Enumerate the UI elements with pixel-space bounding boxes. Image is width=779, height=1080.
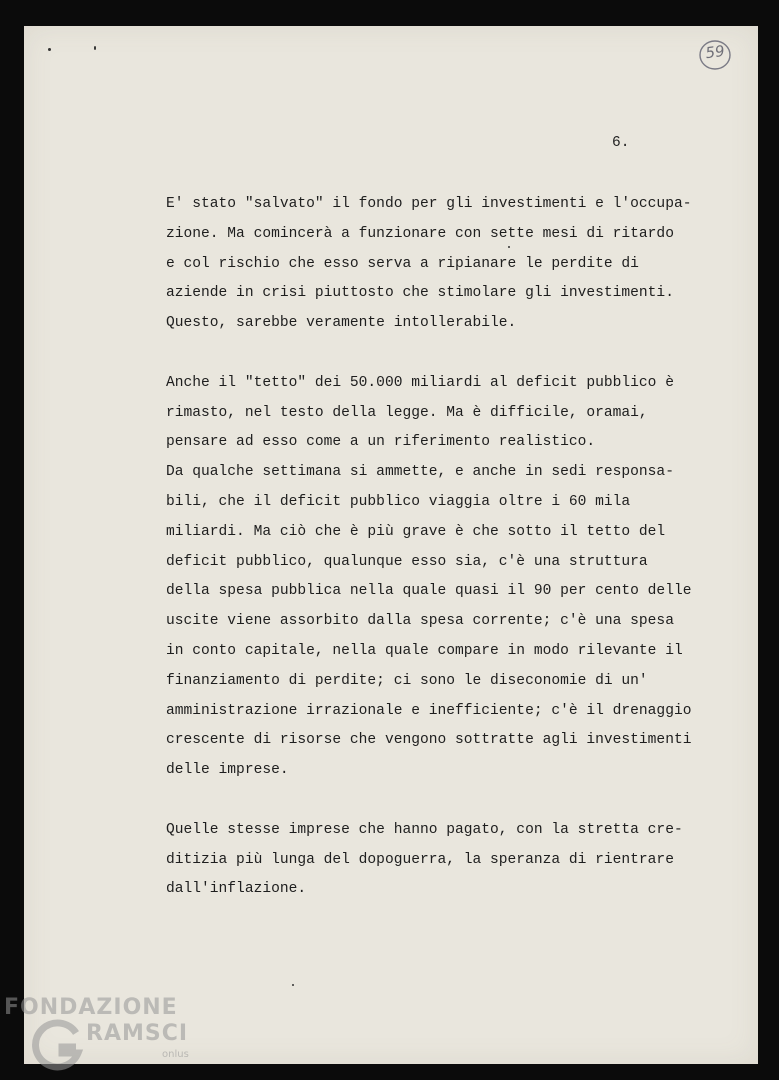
paragraph: [166, 816, 726, 905]
text-line: della spesa pubblica nella quale quasi il 90 per cento delle: [166, 583, 692, 600]
fondazione-gramsci-watermark: [4, 993, 204, 1073]
text-line: deficit pubblico, qualunque esso sia, c'è una struttura: [166, 553, 648, 570]
text-line: E' stato "salvato" il fondo per gli investimenti e l'occupa-: [166, 196, 692, 212]
archive-folio-stamp: [698, 38, 732, 72]
text-line: delle imprese.: [166, 762, 289, 779]
watermark-line1: FONDAZIONE: [4, 995, 178, 1020]
page-number: 6.: [612, 135, 630, 151]
text-line: e col rischio che esso serva a ripianare le perdite di: [166, 255, 639, 272]
watermark-line2: RAMSCI: [86, 1021, 189, 1046]
text-line: ditizia più lunga del dopoguerra, la speranza di rientrare: [166, 851, 674, 868]
text-line: aziende in crisi piuttosto che stimolare gli investimenti.: [166, 285, 674, 302]
text-line: finanziamento di perdite; ci sono le diseconomie di un': [166, 672, 648, 689]
typed-body-text: [166, 190, 726, 905]
text-line: zione. Ma comincerà a funzionare con sette mesi di ritardo: [166, 225, 674, 242]
text-line: in conto capitale, nella quale compare in modo rilevante il: [166, 642, 683, 659]
archive-folio-number: 59: [704, 41, 726, 63]
text-line: Anche il "tetto" dei 50.000 miliardi al deficit pubblico è: [166, 374, 674, 391]
paper-speck: [94, 46, 96, 50]
paragraph: [166, 458, 726, 786]
text-line: miliardi. Ma ciò che è più grave è che sotto il tetto del: [166, 523, 666, 540]
text-line: dall'inflazione.: [166, 881, 307, 898]
text-line: Da qualche settimana si ammette, e anche in sedi responsa-: [166, 464, 674, 481]
gramsci-g-logo-icon: [32, 1019, 86, 1073]
text-line: amministrazione irrazionale e inefficiente; c'è il drenaggio: [166, 702, 692, 719]
text-line: rimasto, nel testo della legge. Ma è difficile, oramai,: [166, 404, 648, 421]
text-line: pensare ad esso come a un riferimento realistico.: [166, 434, 596, 451]
paragraph: [166, 369, 726, 458]
text-line: bili, che il deficit pubblico viaggia oltre i 60 mila: [166, 493, 631, 510]
text-line: Questo, sarebbe veramente intollerabile.: [166, 315, 517, 332]
text-line: uscite viene assorbito dalla spesa corrente; c'è una spesa: [166, 613, 674, 630]
paper-speck: [292, 984, 294, 986]
watermark-suffix: onlus: [162, 1049, 189, 1060]
text-line: crescente di risorse che vengono sottratte agli investimenti: [166, 732, 692, 749]
text-line: Quelle stesse imprese che hanno pagato, con la stretta cre-: [166, 821, 683, 838]
paper-speck: [48, 48, 51, 51]
paragraph: [166, 190, 726, 339]
